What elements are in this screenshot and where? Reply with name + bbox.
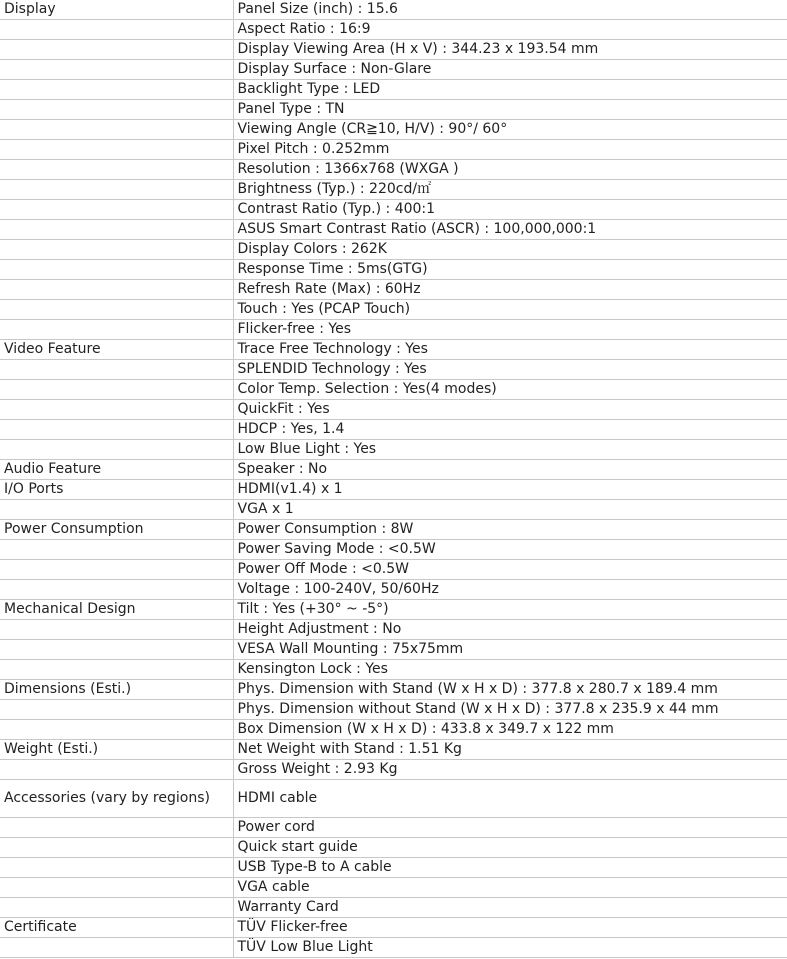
spec-row xyxy=(0,280,787,300)
spec-category-cell xyxy=(0,400,233,420)
spec-category-cell xyxy=(0,360,233,380)
spec-category-cell: Certificate xyxy=(0,918,233,938)
spec-row xyxy=(0,818,787,838)
spec-value-cell: Power cord xyxy=(233,818,787,838)
spec-row xyxy=(0,460,787,480)
spec-row xyxy=(0,80,787,100)
spec-value-cell: Tilt : Yes (+30° ~ -5°) xyxy=(233,600,787,620)
spec-value-cell: TÜV Low Blue Light xyxy=(233,938,787,958)
spec-row xyxy=(0,918,787,938)
spec-row xyxy=(0,400,787,420)
spec-row xyxy=(0,500,787,520)
spec-row xyxy=(0,60,787,80)
spec-value-cell: Box Dimension (W x H x D) : 433.8 x 349.7 x 122 mm xyxy=(233,720,787,740)
spec-row xyxy=(0,40,787,60)
spec-value-cell: QuickFit : Yes xyxy=(233,400,787,420)
spec-value-cell: Display Surface : Non-Glare xyxy=(233,60,787,80)
spec-value-cell: Quick start guide xyxy=(233,838,787,858)
spec-row xyxy=(0,440,787,460)
spec-row xyxy=(0,858,787,878)
spec-value-cell: Color Temp. Selection : Yes(4 modes) xyxy=(233,380,787,400)
spec-value-cell: Power Consumption : 8W xyxy=(233,520,787,540)
spec-row xyxy=(0,240,787,260)
spec-row xyxy=(0,640,787,660)
spec-category-cell xyxy=(0,140,233,160)
spec-value-cell: Panel Type : TN xyxy=(233,100,787,120)
spec-value-cell: Low Blue Light : Yes xyxy=(233,440,787,460)
spec-row xyxy=(0,580,787,600)
spec-category-cell xyxy=(0,160,233,180)
spec-row xyxy=(0,938,787,958)
spec-category-cell xyxy=(0,640,233,660)
spec-category-cell xyxy=(0,200,233,220)
spec-value-cell: HDMI cable xyxy=(233,780,787,818)
spec-category-cell xyxy=(0,220,233,240)
spec-category-cell xyxy=(0,700,233,720)
spec-row xyxy=(0,20,787,40)
spec-value-cell: HDCP : Yes, 1.4 xyxy=(233,420,787,440)
spec-value-cell: Speaker : No xyxy=(233,460,787,480)
spec-category-cell xyxy=(0,500,233,520)
spec-row xyxy=(0,200,787,220)
spec-row xyxy=(0,380,787,400)
spec-category-cell xyxy=(0,660,233,680)
spec-value-cell: TÜV Flicker-free xyxy=(233,918,787,938)
spec-category-cell xyxy=(0,280,233,300)
spec-value-cell: Gross Weight : 2.93 Kg xyxy=(233,760,787,780)
spec-value-cell: HDMI(v1.4) x 1 xyxy=(233,480,787,500)
spec-row xyxy=(0,660,787,680)
spec-value-cell: Refresh Rate (Max) : 60Hz xyxy=(233,280,787,300)
spec-category-cell xyxy=(0,580,233,600)
spec-row xyxy=(0,260,787,280)
spec-row xyxy=(0,520,787,540)
spec-category-cell xyxy=(0,818,233,838)
spec-value-cell: Contrast Ratio (Typ.) : 400:1 xyxy=(233,200,787,220)
spec-category-cell xyxy=(0,898,233,918)
spec-value-cell: ASUS Smart Contrast Ratio (ASCR) : 100,000,000:1 xyxy=(233,220,787,240)
spec-row xyxy=(0,300,787,320)
spec-category-cell xyxy=(0,560,233,580)
spec-row xyxy=(0,838,787,858)
spec-category-cell: Audio Feature xyxy=(0,460,233,480)
spec-value-cell: Response Time : 5ms(GTG) xyxy=(233,260,787,280)
spec-category-cell xyxy=(0,80,233,100)
spec-row xyxy=(0,340,787,360)
spec-category-cell: Accessories (vary by regions) xyxy=(0,780,233,818)
spec-value-cell: Trace Free Technology : Yes xyxy=(233,340,787,360)
spec-category-cell xyxy=(0,20,233,40)
spec-row xyxy=(0,680,787,700)
spec-value-cell: Phys. Dimension without Stand (W x H x D) : 377.8 x 235.9 x 44 mm xyxy=(233,700,787,720)
spec-value-cell: Height Adjustment : No xyxy=(233,620,787,640)
spec-category-cell xyxy=(0,300,233,320)
spec-value-cell: VGA x 1 xyxy=(233,500,787,520)
spec-category-cell xyxy=(0,760,233,780)
spec-value-cell: VGA cable xyxy=(233,878,787,898)
spec-row xyxy=(0,480,787,500)
spec-row xyxy=(0,700,787,720)
spec-row xyxy=(0,120,787,140)
spec-value-cell: Panel Size (inch) : 15.6 xyxy=(233,0,787,20)
spec-category-cell xyxy=(0,720,233,740)
spec-category-cell xyxy=(0,420,233,440)
spec-value-cell: Resolution : 1366x768 (WXGA ) xyxy=(233,160,787,180)
spec-row xyxy=(0,160,787,180)
spec-value-cell: Voltage : 100-240V, 50/60Hz xyxy=(233,580,787,600)
spec-value-cell: Power Saving Mode : <0.5W xyxy=(233,540,787,560)
spec-category-cell: I/O Ports xyxy=(0,480,233,500)
spec-row xyxy=(0,140,787,160)
spec-value-cell: Display Colors : 262K xyxy=(233,240,787,260)
spec-category-cell xyxy=(0,440,233,460)
spec-category-cell xyxy=(0,938,233,958)
spec-category-cell xyxy=(0,878,233,898)
spec-value-cell: Touch : Yes (PCAP Touch) xyxy=(233,300,787,320)
spec-category-cell: Dimensions (Esti.) xyxy=(0,680,233,700)
spec-category-cell: Display xyxy=(0,0,233,20)
spec-value-cell: VESA Wall Mounting : 75x75mm xyxy=(233,640,787,660)
spec-row xyxy=(0,740,787,760)
spec-category-cell xyxy=(0,540,233,560)
spec-category-cell xyxy=(0,40,233,60)
spec-value-cell: SPLENDID Technology : Yes xyxy=(233,360,787,380)
spec-category-cell xyxy=(0,858,233,878)
spec-value-cell: Kensington Lock : Yes xyxy=(233,660,787,680)
spec-value-cell: Brightness (Typ.) : 220cd/㎡ xyxy=(233,180,787,200)
spec-category-cell xyxy=(0,620,233,640)
spec-value-cell: Power Off Mode : <0.5W xyxy=(233,560,787,580)
spec-category-cell: Weight (Esti.) xyxy=(0,740,233,760)
spec-value-cell: Aspect Ratio : 16:9 xyxy=(233,20,787,40)
spec-category-cell xyxy=(0,320,233,340)
spec-category-cell xyxy=(0,120,233,140)
spec-value-cell: Backlight Type : LED xyxy=(233,80,787,100)
spec-value-cell: Viewing Angle (CR≧10, H/V) : 90°/ 60° xyxy=(233,120,787,140)
spec-category-cell xyxy=(0,60,233,80)
spec-row xyxy=(0,600,787,620)
spec-value-cell: Pixel Pitch : 0.252mm xyxy=(233,140,787,160)
spec-row xyxy=(0,878,787,898)
spec-row xyxy=(0,220,787,240)
spec-row xyxy=(0,420,787,440)
spec-value-cell: Phys. Dimension with Stand (W x H x D) : 377.8 x 280.7 x 189.4 mm xyxy=(233,680,787,700)
spec-category-cell: Mechanical Design xyxy=(0,600,233,620)
spec-row xyxy=(0,540,787,560)
spec-category-cell xyxy=(0,380,233,400)
spec-row xyxy=(0,720,787,740)
spec-category-cell xyxy=(0,838,233,858)
spec-row xyxy=(0,898,787,918)
spec-category-cell: Video Feature xyxy=(0,340,233,360)
spec-row xyxy=(0,780,787,818)
spec-row xyxy=(0,320,787,340)
spec-row xyxy=(0,760,787,780)
spec-category-cell xyxy=(0,180,233,200)
spec-category-cell: Power Consumption xyxy=(0,520,233,540)
spec-row xyxy=(0,360,787,380)
spec-row xyxy=(0,100,787,120)
spec-value-cell: Flicker-free : Yes xyxy=(233,320,787,340)
spec-row xyxy=(0,620,787,640)
spec-row xyxy=(0,180,787,200)
spec-row xyxy=(0,560,787,580)
spec-value-cell: Net Weight with Stand : 1.51 Kg xyxy=(233,740,787,760)
spec-value-cell: Display Viewing Area (H x V) : 344.23 x 193.54 mm xyxy=(233,40,787,60)
spec-value-cell: Warranty Card xyxy=(233,898,787,918)
spec-category-cell xyxy=(0,260,233,280)
spec-row xyxy=(0,0,787,20)
spec-category-cell xyxy=(0,100,233,120)
spec-category-cell xyxy=(0,240,233,260)
spec-value-cell: USB Type-B to A cable xyxy=(233,858,787,878)
